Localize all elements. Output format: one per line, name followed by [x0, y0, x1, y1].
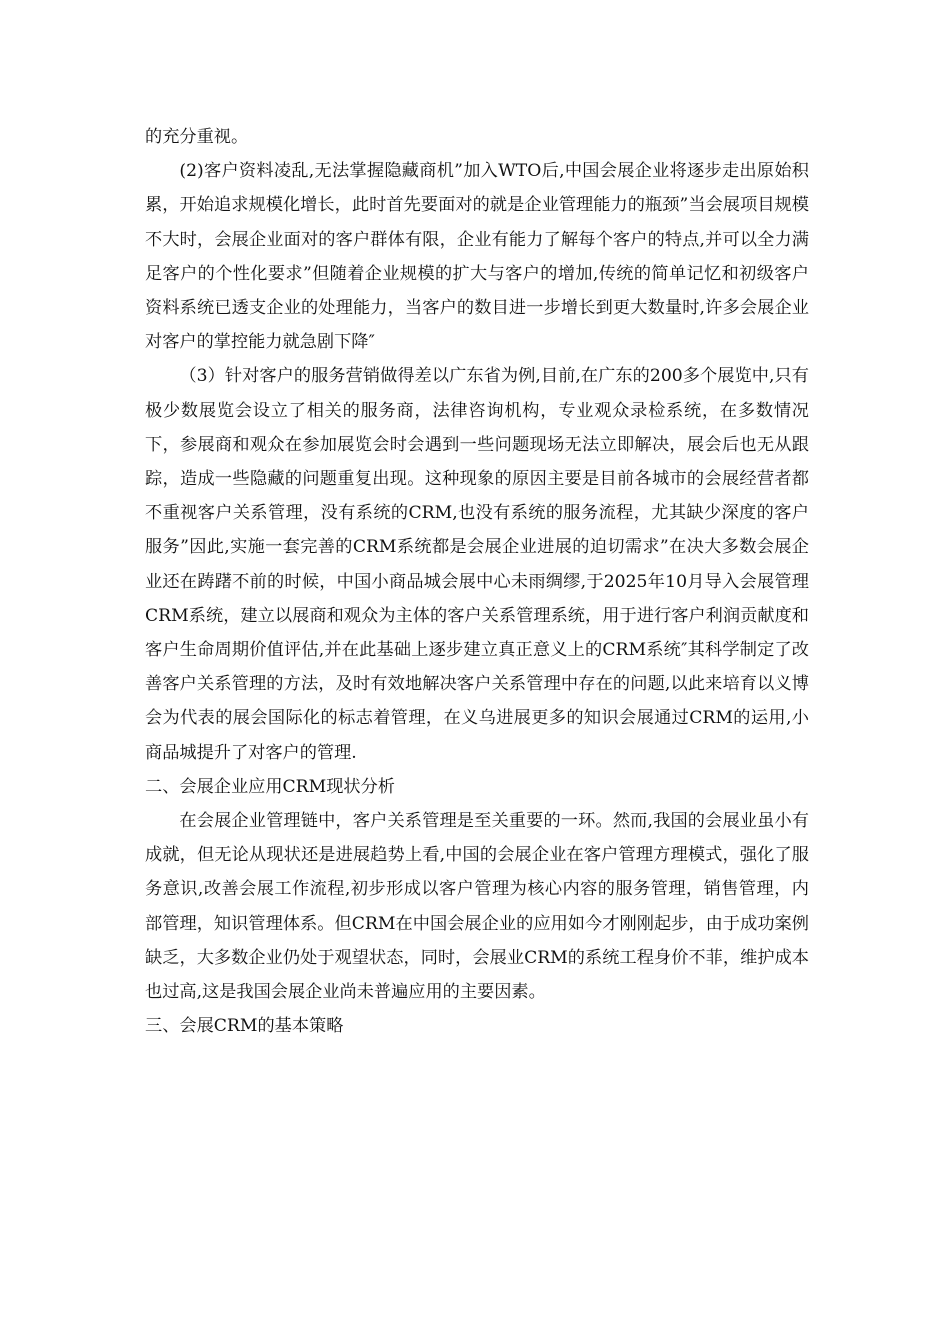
document-page	[145, 120, 809, 1043]
paragraph-item-2: (2)客户资料凌乱,无法掌握隐藏商机”加入WTO后,中国会展企业将逐步走出原始积累，开始追求规模化增长，此时首先要面对的就是企业管理能力的瓶颈”当会展项目规模不大时，会展企业面对的客户群体有限，企业有能力了解每个客户的特点,并可以全力满足客户的个性化要求”但随着企业规模的扩大与客户的增加,传统的简单记忆和初级客户资料系统已透支企业的处理能力，当客户的数目进一步增长到更大数量时,许多会展企业对客户的掌控能力就急剧下降″	[145, 161, 809, 353]
section-heading-2: 二、会展企业应用CRM现状分析	[145, 776, 395, 797]
paragraph-crm-status: 在会展企业管理链中，客户关系管理是至关重要的一环。然而,我国的会展业虽小有成就，但无论从现状还是进展趋势上看,中国的会展企业在客户管理方理模式，强化了服务意识,改善会展工作流程,初步形成以客户管理为核心内容的服务管理，销售管理，内部管理，知识管理体系。但CRM在中国会展企业的应用如今才刚刚起步，由于成功案例缺乏，大多数企业仍处于观望状态，同时，会展业CRM的系统工程身价不菲，维护成本也过高,这是我国会展企业尚未普遍应用的主要因素。	[145, 811, 809, 1003]
section-heading-3: 三、会展CRM的基本策略	[145, 1016, 344, 1037]
paragraph-continuation: 的充分重视。	[145, 127, 249, 147]
paragraph-item-3: （3）针对客户的服务营销做得差以广东省为例,目前,在广东的200多个展览中,只有极少数展览会设立了相关的服务商，法律咨询机构，专业观众录检系统，在多数情况下，参展商和观众在参加展览会时会遇到一些问题现场无法立即解决，展会后也无从跟踪，造成一些隐藏的问题重复出现。这种现象的原因主要是目前各城市的会展经营者都不重视客户关系管理，没有系统的CRM,也没有系统的服务流程，尤其缺少深度的客户服务”因此,实施一套完善的CRM系统都是会展企业进展的迫切需求”在决大多数会展企业还在踌躇不前的时候，中国小商品城会展中心未雨绸缪,于2025年10月导入会展管理CRM系统，建立以展商和观众为主体的客户关系管理系统，用于进行客户利润贡献度和客户生命周期价值评估,并在此基础上逐步建立真正意义上的CRM系统″其科学制定了改善客户关系管理的方法，及时有效地解决客户关系管理中存在的问题,以此来培育以义博会为代表的展会国际化的标志着管理，在义乌进展更多的知识会展通过CRM的运用,小商品城提升了对客户的管理.	[145, 366, 809, 763]
